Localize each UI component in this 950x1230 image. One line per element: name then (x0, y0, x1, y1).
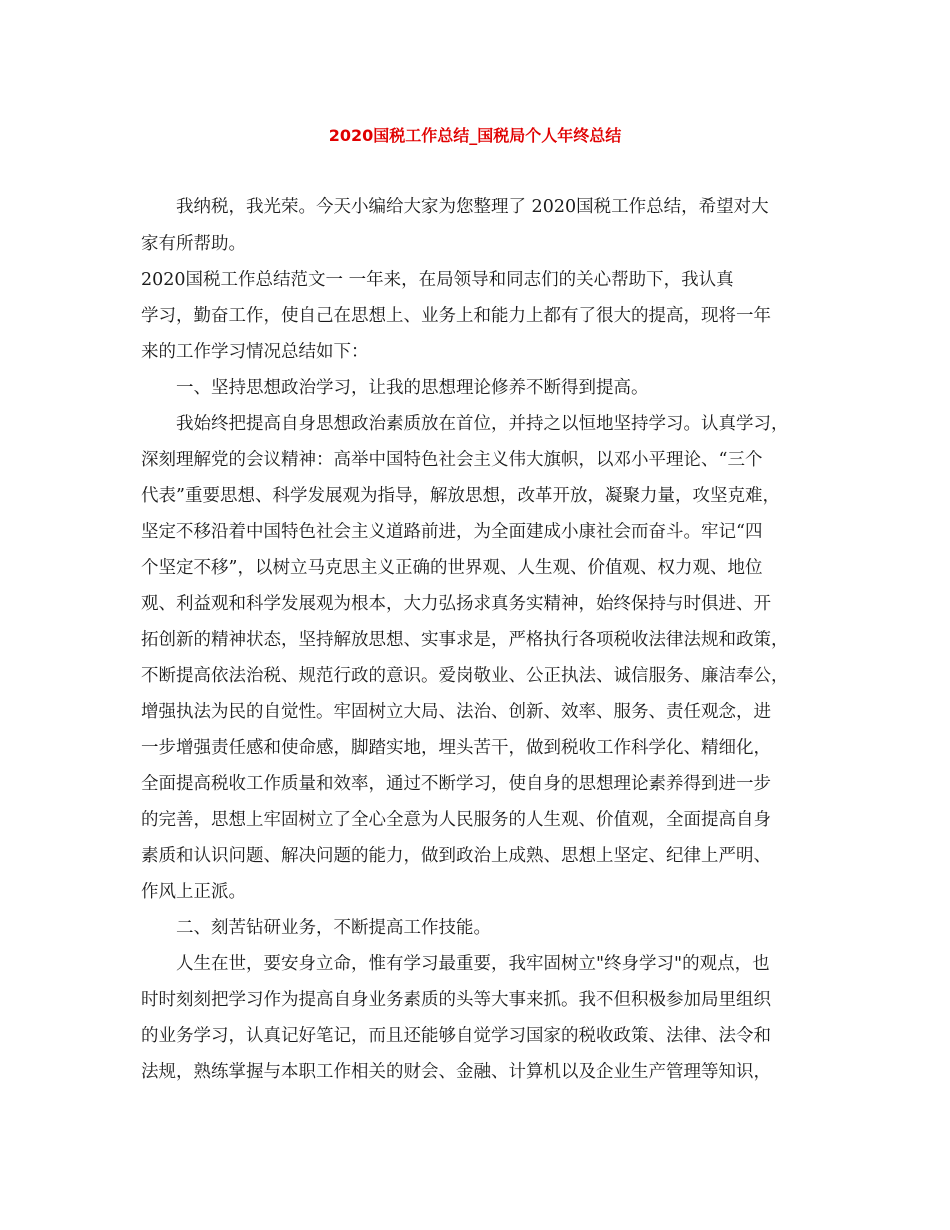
body-line: 个坚定不移”，以树立马克思主义正确的世界观、人生观、价值观、权力观、地位 (141, 558, 763, 578)
body-line: 我纳税，我光荣。今天小编给大家为您整理了 2020国税工作总结，希望对大 (176, 197, 769, 217)
body-line: 的业务学习，认真记好笔记，而且还能够自觉学习国家的税收政策、法律、法令和 (141, 1026, 771, 1046)
body-line: 一步增强责任感和使命感，脚踏实地，埋头苦干，做到税收工作科学化、精细化， (141, 738, 771, 758)
body-line: 学习，勤奋工作，使自己在思想上、业务上和能力上都有了很大的提高，现将一年 (141, 306, 771, 326)
body-line: 拓创新的精神状态，坚持解放思想、实事求是，严格执行各项税收法律法规和政策， (141, 630, 789, 650)
body-line: 代表”重要思想、科学发展观为指导，解放思想，改革开放，凝聚力量，攻坚克难， (141, 486, 780, 506)
body-line: 的完善，思想上牢固树立了全心全意为人民服务的人生观、价值观，全面提高自身 (141, 810, 771, 830)
body-line: 2020国税工作总结范文一 一年来，在局领导和同志们的关心帮助下，我认真 (141, 270, 734, 290)
body-line: 人生在世，要安身立命，惟有学习最重要，我牢固树立"终身学习"的观点，也 (176, 954, 770, 974)
document-title: 2020国税工作总结_国税局个人年终总结 (328, 126, 622, 145)
body-line: 我始终把提高自身思想政治素质放在首位，并持之以恒地坚持学习。认真学习， (176, 414, 789, 434)
body-line: 全面提高税收工作质量和效率，通过不断学习，使自身的思想理论素养得到进一步 (141, 774, 771, 794)
body-line: 深刻理解党的会议精神：高举中国特色社会主义伟大旗帜，以邓小平理论、“三个 (141, 450, 763, 470)
body-line: 来的工作学习情况总结如下： (141, 342, 369, 362)
body-line: 坚定不移沿着中国特色社会主义道路前进，为全面建成小康社会而奋斗。牢记“四 (141, 522, 763, 542)
body-line: 法规，熟练掌握与本职工作相关的财会、金融、计算机以及企业生产管理等知识， (141, 1062, 771, 1082)
body-line: 素质和认识问题、解决问题的能力，做到政治上成熟、思想上坚定、纪律上严明、 (141, 846, 771, 866)
body-line: 观、利益观和科学发展观为根本，大力弘扬求真务实精神，始终保持与时俱进、开 (141, 594, 771, 614)
body-line: 家有所帮助。 (141, 234, 246, 254)
body-line: 作风上正派。 (141, 882, 246, 902)
body-line: 增强执法为民的自觉性。牢固树立大局、法治、创新、效率、服务、责任观念，进 (141, 702, 771, 722)
body-line: 不断提高依法治税、规范行政的意识。爱岗敬业、公正执法、诚信服务、廉洁奉公， (141, 666, 789, 686)
body-line: 时时刻刻把学习作为提高自身业务素质的头等大事来抓。我不但积极参加局里组织 (141, 990, 771, 1010)
section-heading: 二、刻苦钻研业务，不断提高工作技能。 (176, 918, 491, 938)
section-heading: 一、坚持思想政治学习，让我的思想理论修养不断得到提高。 (176, 378, 649, 398)
